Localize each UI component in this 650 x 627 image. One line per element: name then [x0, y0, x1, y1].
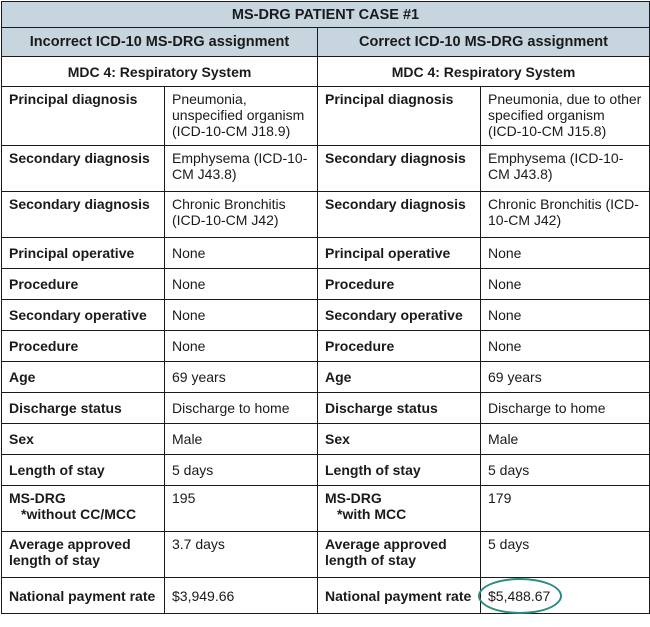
- row-value-right: Discharge to home: [481, 393, 650, 424]
- row-label: Secondary operative: [318, 300, 481, 331]
- row-label: Secondary diagnosis: [318, 146, 481, 192]
- row-value-left: 3.7 days: [165, 532, 318, 578]
- row-label: Procedure: [2, 331, 165, 362]
- row-value-left: 5 days: [165, 455, 318, 486]
- highlight-circle: [478, 578, 562, 614]
- label-line-2: length of stay: [9, 552, 101, 568]
- table-row: [2, 269, 650, 300]
- highlighted-payment: [488, 588, 550, 604]
- label-line-2: length of stay: [325, 552, 417, 568]
- row-label: Secondary diagnosis: [2, 146, 165, 192]
- label-line-1: Average approved: [325, 536, 447, 552]
- row-label: Procedure: [318, 331, 481, 362]
- table-row: [2, 486, 650, 532]
- row-value-right: None: [481, 238, 650, 269]
- table-row: [2, 87, 650, 146]
- row-label: [2, 532, 165, 578]
- row-value-left: None: [165, 331, 318, 362]
- row-label: Sex: [2, 424, 165, 455]
- row-label: Secondary diagnosis: [318, 192, 481, 238]
- row-label: Length of stay: [318, 455, 481, 486]
- row-value-right: Chronic Bronchitis (ICD-10-CM J42): [481, 192, 650, 238]
- row-label: Secondary operative: [2, 300, 165, 331]
- row-value-left: None: [165, 269, 318, 300]
- table-row: [2, 362, 650, 393]
- row-label: [318, 486, 481, 532]
- row-value-right: 5 days: [481, 532, 650, 578]
- ms-drg-label: MS-DRG: [9, 490, 66, 506]
- row-value-right: Pneumonia, due to other specified organism (ICD-10-CM J15.8): [481, 87, 650, 146]
- table-title: MS-DRG PATIENT CASE #1: [2, 2, 650, 28]
- row-label: National payment rate: [318, 578, 481, 614]
- row-label: Procedure: [2, 269, 165, 300]
- row-value-left: Male: [165, 424, 318, 455]
- row-value-left: None: [165, 300, 318, 331]
- row-value-left: None: [165, 238, 318, 269]
- table-row: [2, 393, 650, 424]
- row-value-left: Emphysema (ICD-10-CM J43.8): [165, 146, 318, 192]
- row-value-right: None: [481, 269, 650, 300]
- row-label: [2, 486, 165, 532]
- row-value-right: 5 days: [481, 455, 650, 486]
- row-label: Principal diagnosis: [318, 87, 481, 146]
- incorrect-assignment-header: Incorrect ICD-10 MS-DRG assignment: [2, 28, 318, 57]
- row-value-right: Male: [481, 424, 650, 455]
- row-value-left: 69 years: [165, 362, 318, 393]
- row-value-right: 179: [481, 486, 650, 532]
- mdc-left: MDC 4: Respiratory System: [2, 57, 318, 87]
- row-value-left: Chronic Bronchitis (ICD-10-CM J42): [165, 192, 318, 238]
- row-label: Discharge status: [2, 393, 165, 424]
- row-label: Sex: [318, 424, 481, 455]
- table-row: [2, 424, 650, 455]
- row-value-left: Discharge to home: [165, 393, 318, 424]
- table-row: [2, 532, 650, 578]
- row-value-right: Emphysema (ICD-10-CM J43.8): [481, 146, 650, 192]
- ms-drg-case-table: [1, 1, 650, 614]
- table-row: [2, 578, 650, 614]
- table-row: [2, 146, 650, 192]
- row-label: Principal operative: [2, 238, 165, 269]
- row-label: Discharge status: [318, 393, 481, 424]
- label-line-1: Average approved: [9, 536, 131, 552]
- row-label: [318, 532, 481, 578]
- table-row: [2, 300, 650, 331]
- row-value-right: None: [481, 331, 650, 362]
- table-row: [2, 331, 650, 362]
- correct-assignment-header: Correct ICD-10 MS-DRG assignment: [318, 28, 650, 57]
- row-value-left: $3,949.66: [165, 578, 318, 614]
- row-value-left: 195: [165, 486, 318, 532]
- row-label: Secondary diagnosis: [2, 192, 165, 238]
- row-label: Procedure: [318, 269, 481, 300]
- table-row: [2, 455, 650, 486]
- payment-value: $5,488.67: [488, 587, 551, 604]
- row-label: Principal diagnosis: [2, 87, 165, 146]
- row-label: National payment rate: [2, 578, 165, 614]
- row-label: Length of stay: [2, 455, 165, 486]
- ms-drg-qualifier: *with MCC: [337, 506, 407, 522]
- row-value-right: 69 years: [481, 362, 650, 393]
- mdc-right: MDC 4: Respiratory System: [318, 57, 650, 87]
- ms-drg-label: MS-DRG: [325, 490, 382, 506]
- row-label: Age: [2, 362, 165, 393]
- table-row: [2, 192, 650, 238]
- row-value-right: None: [481, 300, 650, 331]
- row-value-right: [481, 578, 650, 614]
- row-label: Principal operative: [318, 238, 481, 269]
- row-value-left: Pneumonia, unspecified organism (ICD-10-CM J18.9): [165, 87, 318, 146]
- row-label: Age: [318, 362, 481, 393]
- table-row: [2, 238, 650, 269]
- ms-drg-qualifier: *without CC/MCC: [21, 506, 137, 522]
